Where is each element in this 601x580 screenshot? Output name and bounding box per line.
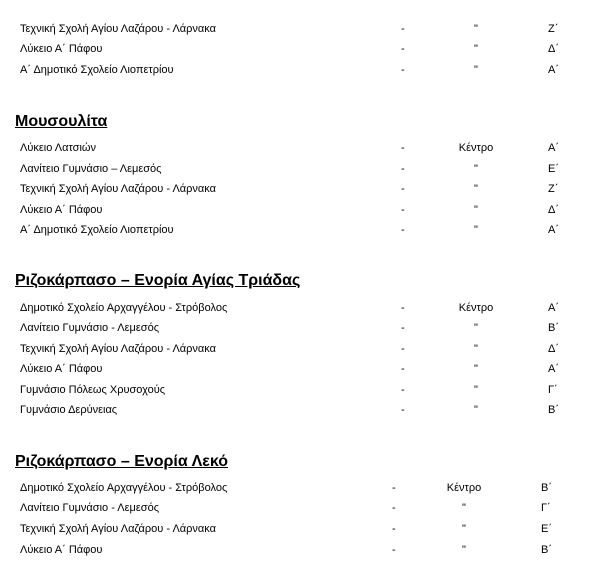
list-item: [0, 140, 601, 156]
section-heading: Ριζοκάρπασο – Ενορία Αγίας Τριάδας: [15, 272, 301, 289]
list-item: [0, 300, 601, 316]
dash: -: [392, 502, 396, 514]
location: Κέντρο: [458, 302, 494, 314]
list-item: [0, 222, 601, 238]
school-name: Λανίτειο Γυμνάσιο - Λεμεσός: [20, 322, 160, 334]
school-name: Λύκειο Α΄ Πάφου: [20, 363, 103, 375]
school-name: Λανίτειο Γυμνάσιο – Λεμεσός: [20, 163, 162, 175]
class-grade: Γ΄: [541, 502, 551, 514]
list-item: [0, 181, 601, 197]
list-item: [0, 320, 601, 336]
dash: -: [401, 224, 405, 236]
list-item: [0, 542, 601, 558]
list-item: [0, 402, 601, 418]
location: ": [474, 322, 478, 334]
school-name: Γυμνάσιο Δερύνειας: [20, 404, 118, 416]
location: ": [462, 502, 466, 514]
school-name: Λύκειο Λατσιών: [20, 142, 96, 154]
list-item: [0, 341, 601, 357]
list-item: [0, 62, 601, 78]
class-grade: Α΄: [548, 224, 559, 236]
dash: -: [401, 64, 405, 76]
class-grade: Β΄: [541, 482, 552, 494]
class-grade: Α΄: [548, 142, 559, 154]
dash: -: [401, 142, 405, 154]
class-grade: Β΄: [541, 544, 552, 556]
list-item: [0, 521, 601, 537]
dash: -: [401, 43, 405, 55]
list-item: [0, 361, 601, 377]
class-grade: Δ΄: [548, 43, 560, 55]
class-grade: Ζ΄: [548, 23, 559, 35]
class-grade: Δ΄: [548, 343, 560, 355]
school-name: Τεχνική Σχολή Αγίου Λαζάρου - Λάρνακα: [20, 183, 217, 195]
location: ": [474, 163, 478, 175]
location: ": [474, 43, 478, 55]
class-grade: Α΄: [548, 363, 559, 375]
dash: -: [401, 322, 405, 334]
list-item: [0, 500, 601, 516]
dash: -: [401, 23, 405, 35]
location: ": [474, 363, 478, 375]
school-name: Δημοτικό Σχολείο Αρχαγγέλου - Στρόβολος: [20, 482, 228, 494]
school-name: Τεχνική Σχολή Αγίου Λαζάρου - Λάρνακα: [20, 343, 217, 355]
location: ": [462, 523, 466, 535]
location: ": [474, 384, 478, 396]
school-name: Δημοτικό Σχολείο Αρχαγγέλου - Στρόβολος: [20, 302, 228, 314]
list-item: [0, 21, 601, 37]
school-name: Γυμνάσιο Πόλεως Χρυσοχούς: [20, 384, 166, 396]
dash: -: [392, 482, 396, 494]
dash: -: [392, 523, 396, 535]
location: Κέντρο: [446, 482, 482, 494]
class-grade: Ζ΄: [548, 183, 559, 195]
school-name: Λύκειο Α΄ Πάφου: [20, 204, 103, 216]
school-name: Α΄ Δημοτικό Σχολείο Λιοπετρίου: [20, 64, 174, 76]
school-name: Λύκειο Α΄ Πάφου: [20, 43, 103, 55]
class-grade: Γ΄: [548, 384, 558, 396]
school-name: Λύκειο Α΄ Πάφου: [20, 544, 103, 556]
dash: -: [401, 363, 405, 375]
location: Κέντρο: [458, 142, 494, 154]
location: ": [462, 544, 466, 556]
dash: -: [401, 183, 405, 195]
dash: -: [401, 302, 405, 314]
location: ": [474, 23, 478, 35]
dash: -: [401, 204, 405, 216]
section-heading: Μουσουλίτα: [15, 113, 108, 130]
list-item: [0, 382, 601, 398]
list-item: [0, 480, 601, 496]
class-grade: Ε΄: [541, 523, 552, 535]
location: ": [474, 204, 478, 216]
dash: -: [401, 343, 405, 355]
location: ": [474, 224, 478, 236]
dash: -: [392, 544, 396, 556]
dash: -: [401, 384, 405, 396]
school-name: Τεχνική Σχολή Αγίου Λαζάρου - Λάρνακα: [20, 523, 217, 535]
school-name: Τεχνική Σχολή Αγίου Λαζάρου - Λάρνακα: [20, 23, 217, 35]
school-name: Λανίτειο Γυμνάσιο - Λεμεσός: [20, 502, 160, 514]
location: ": [474, 64, 478, 76]
class-grade: Α΄: [548, 302, 559, 314]
list-item: [0, 41, 601, 57]
class-grade: Α΄: [548, 64, 559, 76]
class-grade: Β΄: [548, 322, 559, 334]
school-name: Α΄ Δημοτικό Σχολείο Λιοπετρίου: [20, 224, 174, 236]
location: ": [474, 343, 478, 355]
dash: -: [401, 404, 405, 416]
list-item: [0, 161, 601, 177]
class-grade: Ε΄: [548, 163, 559, 175]
dash: -: [401, 163, 405, 175]
class-grade: Β΄: [548, 404, 559, 416]
section-heading: Ριζοκάρπασο – Ενορία Λεκό: [15, 453, 228, 470]
class-grade: Δ΄: [548, 204, 560, 216]
location: ": [474, 183, 478, 195]
location: ": [474, 404, 478, 416]
list-item: [0, 202, 601, 218]
